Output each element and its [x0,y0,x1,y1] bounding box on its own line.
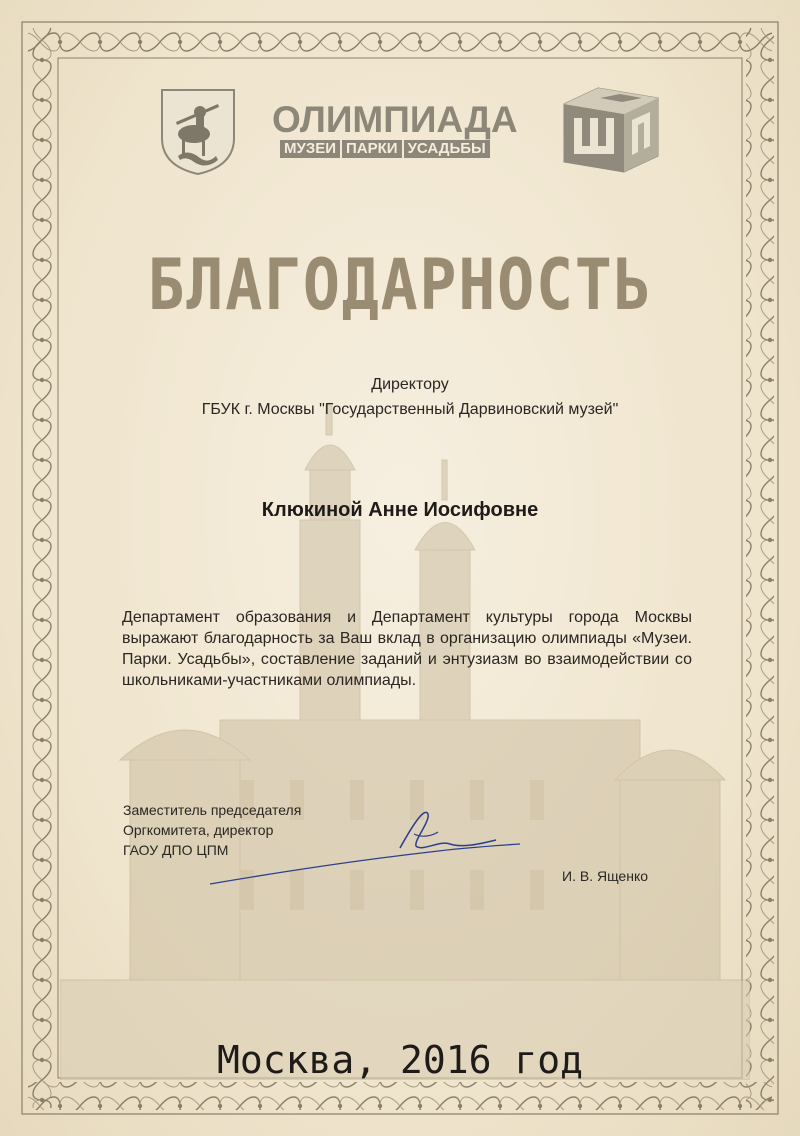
certificate-title: БЛАГОДАРНОСТЬ [147,244,653,326]
olympiad-cube-logo-icon [560,84,662,174]
signatory-position-line1: Заместитель председателя [123,802,302,818]
addressee-organization: ГБУК г. Москвы "Государственный Дарвиновский музей" [201,401,619,418]
place-and-year: Москва, 2016 год [216,1038,584,1082]
olympiad-logo-title: ОЛИМПИАДА [272,99,518,140]
signatory-position-line2: Оргкомитета, директор [123,822,274,838]
addressee-block [0,372,800,422]
logo-word-parks: ПАРКИ [342,140,402,158]
signatory-organization: ГАОУ ДПО ЦПМ [123,842,229,858]
recipient-name: Клюкиной Анне Иосифовне [261,499,539,521]
moscow-coat-of-arms-icon [158,86,238,176]
gratitude-text: Департамент образования и Департамент культуры города Москвы выражают благодарность за Ваш вклад в организацию олимпиады «Музеи. Парки. Усадьбы», составление заданий и энтузиазм во взаимодействии со школьниками-участниками олимпиады. [122,609,692,689]
olympiad-logo-subtitle [280,140,490,158]
signer-name: И. В. Ященко [562,868,649,884]
addressee-position: Директору [371,376,449,393]
handwritten-signature [200,800,530,890]
logo-word-estates: УСАДЬБЫ [404,140,490,158]
logo-word-museums: МУЗЕИ [280,140,340,158]
